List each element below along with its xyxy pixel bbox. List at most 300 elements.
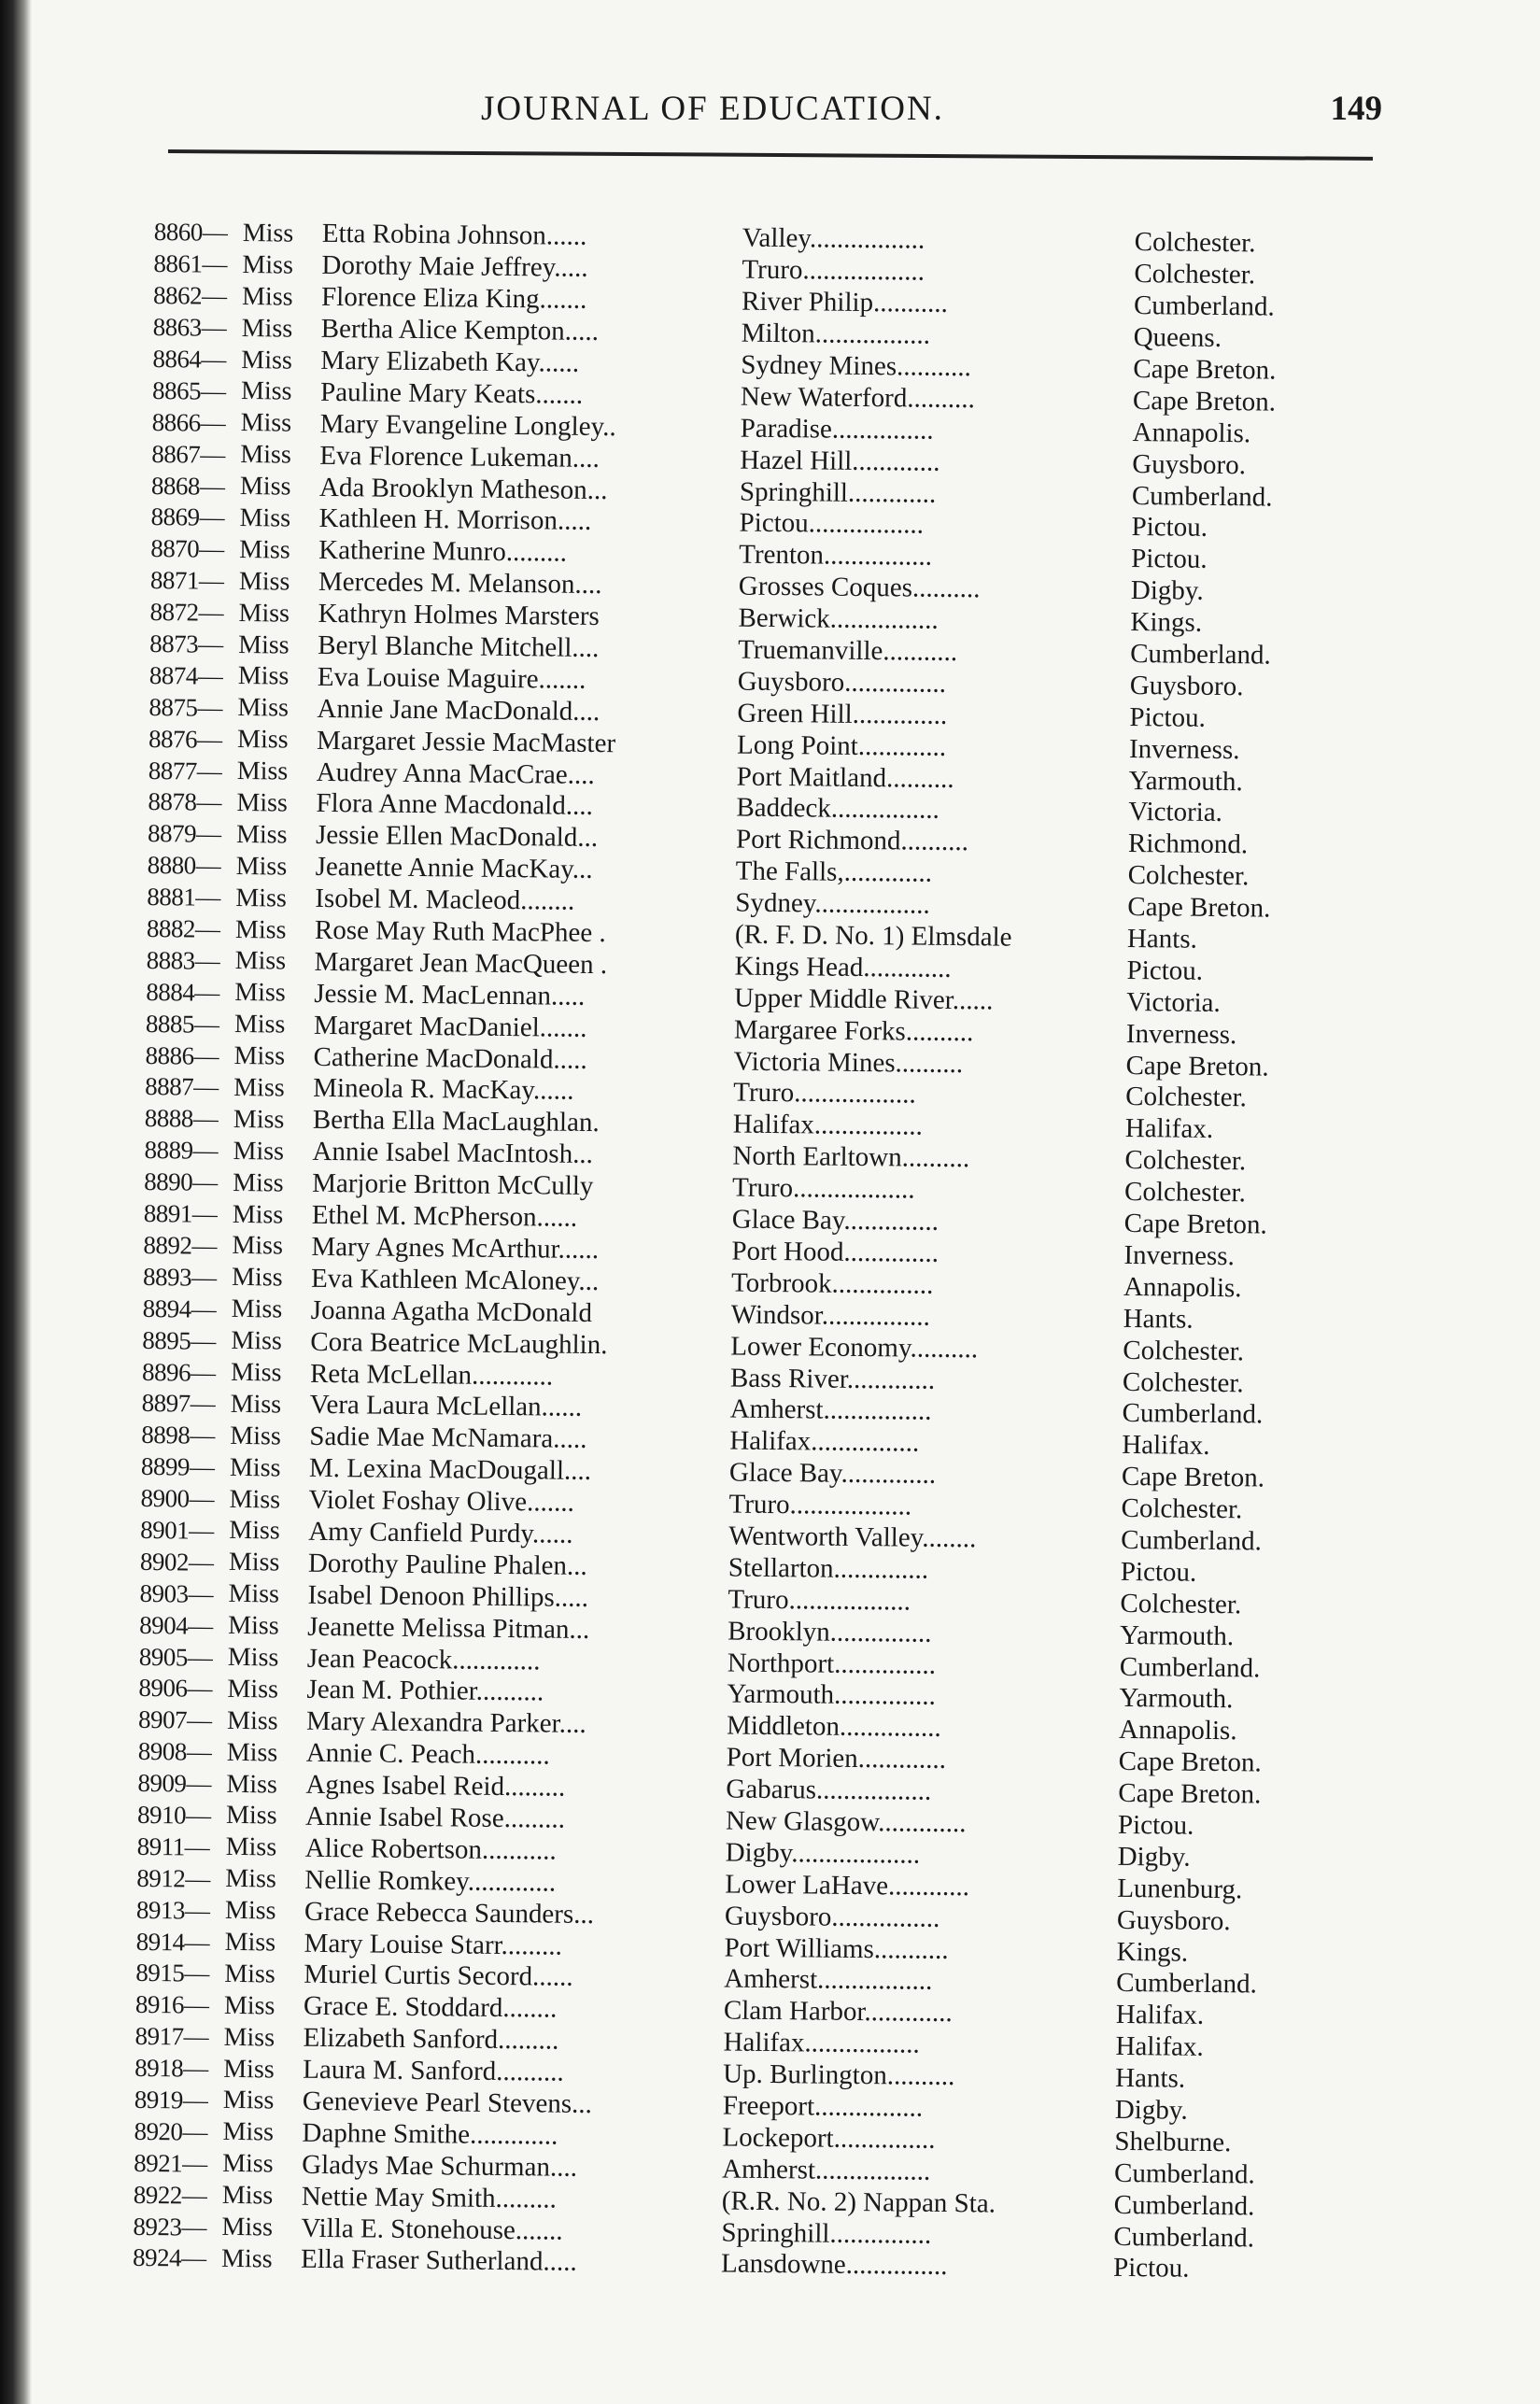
entry-name: Ada Brooklyn Matheson... (318, 472, 608, 505)
entry-number: 8890— (144, 1167, 218, 1196)
entry-name: Isabel Denoon Phillips..... (307, 1579, 589, 1613)
entry-county: Pictou. (1120, 1556, 1197, 1588)
entry-name: Jessie Ellen MacDonald... (315, 820, 599, 854)
entry-place: Lansdowne............... (720, 2248, 948, 2282)
entry-title: Miss (227, 1642, 279, 1673)
entry-county: Lunenburg. (1117, 1873, 1243, 1905)
entry-name: Mary Evangeline Longley.. (319, 408, 616, 442)
entry-name: Beryl Blanche Mitchell.... (318, 629, 600, 664)
entry-name: Mary Louise Starr......... (304, 1928, 563, 1961)
entry-county: Cape Breton. (1132, 385, 1277, 417)
entry-place: Paradise............... (740, 413, 934, 445)
entry-place: Port Williams........... (724, 1932, 949, 1965)
entry-number: 8916— (134, 1990, 209, 2020)
entry-title: Miss (224, 1959, 276, 1989)
entry-place: Guysboro................ (724, 1901, 940, 1933)
entry-name: Grace E. Stoddard........ (303, 1991, 558, 2024)
entry-name: Dorothy Pauline Phalen... (307, 1548, 587, 1581)
entry-name: Genevieve Pearl Stevens... (302, 2086, 593, 2120)
entry-number: 8866— (151, 407, 226, 437)
entry-title: Miss (220, 2243, 273, 2274)
entry-place: Torbrook............... (730, 1267, 934, 1300)
entry-number: 8873— (149, 629, 223, 658)
entry-name: Joanna Agatha McDonald (310, 1294, 593, 1328)
entry-number: 8876— (148, 724, 222, 754)
entry-number: 8915— (135, 1959, 209, 1988)
entry-title: Miss (239, 472, 291, 502)
entry-name: Jeanette Melissa Pitman... (307, 1611, 590, 1645)
entry-name: Laura M. Sanford.......... (303, 2054, 564, 2087)
entry-title: Miss (224, 1896, 276, 1926)
entry-number: 8909— (137, 1768, 212, 1798)
entry-place: Port Maitland.......... (736, 761, 954, 794)
entry-name: Jeanette Annie MacKay... (315, 852, 593, 885)
entry-number: 8864— (152, 344, 227, 374)
entry-title: Miss (222, 2117, 275, 2147)
entry-place: Halifax................ (732, 1109, 923, 1142)
entry-name: Elizabeth Sanford......... (303, 2022, 559, 2056)
entry-county: Hants. (1123, 1303, 1194, 1335)
entry-place: Truro.................. (742, 254, 925, 287)
entry-name: Violet Foshay Olive....... (308, 1484, 574, 1518)
entry-number: 8870— (150, 534, 224, 564)
entry-place: Truro.................. (733, 1078, 916, 1110)
entry-number: 8867— (151, 439, 225, 469)
entry-county: Annapolis. (1118, 1715, 1237, 1746)
entry-name: Eva Louise Maguire....... (317, 661, 586, 695)
entry-county: Cape Breton. (1118, 1777, 1262, 1810)
entry-title: Miss (230, 1389, 282, 1420)
entry-name: Kathleen H. Morrison..... (318, 503, 592, 537)
entry-title: Miss (231, 1263, 283, 1293)
entry-county: Digby. (1117, 1841, 1191, 1873)
entry-name: Villa E. Stonehouse....... (301, 2213, 563, 2246)
entry-number: 8863— (152, 313, 227, 342)
entry-county: Hants. (1126, 923, 1198, 955)
entry-name: Mercedes M. Melanson.... (318, 567, 602, 601)
entry-title: Miss (223, 2054, 275, 2085)
entry-title: Miss (229, 1484, 281, 1515)
entry-number: 8862— (152, 281, 227, 311)
page-number: 149 (1330, 90, 1382, 128)
entry-number: 8896— (141, 1357, 216, 1387)
entry-name: Amy Canfield Purdy...... (308, 1516, 573, 1549)
page-header (168, 89, 1382, 145)
entry-number: 8888— (144, 1104, 219, 1134)
header-rule (168, 149, 1373, 161)
entry-number: 8894— (142, 1294, 217, 1323)
entry-name: Alice Robertson........... (304, 1832, 557, 1866)
entry-place: Sydney................. (735, 887, 930, 920)
entry-number: 8869— (150, 502, 225, 532)
entry-county: Kings. (1130, 607, 1203, 638)
entry-title: Miss (239, 534, 290, 565)
entry-number: 8889— (144, 1136, 219, 1166)
entry-name: Annie Isabel MacIntosh... (312, 1137, 594, 1170)
entry-place: (R.R. No. 2) Nappan Sta. (721, 2185, 996, 2219)
entry-county: Pictou. (1131, 544, 1208, 575)
entry-county: Richmond. (1127, 828, 1249, 860)
entry-title: Miss (238, 629, 290, 660)
entry-place: Berwick................ (738, 602, 939, 635)
entry-place: Yarmouth............... (727, 1678, 937, 1712)
entry-title: Miss (223, 1990, 276, 2021)
entry-number: 8872— (149, 598, 224, 627)
entry-title: Miss (235, 819, 288, 850)
entry-number: 8860— (153, 218, 228, 247)
entry-county: Colchester. (1120, 1588, 1242, 1620)
entry-number: 8904— (139, 1610, 213, 1640)
entry-county: Guysboro. (1129, 670, 1244, 702)
entry-place: Springhill............. (739, 476, 937, 509)
entry-number: 8881— (147, 883, 221, 912)
entry-number: 8903— (139, 1578, 214, 1608)
entry-place: Port Hood.............. (731, 1236, 940, 1268)
entry-title: Miss (237, 661, 290, 691)
entry-county: Colchester. (1134, 259, 1256, 290)
entry-number: 8880— (147, 851, 221, 881)
entry-name: Katherine Munro......... (318, 535, 568, 568)
entry-name: Cora Beatrice McLaughlin. (310, 1326, 608, 1360)
entry-title: Miss (234, 914, 287, 945)
entry-number: 8910— (136, 1800, 211, 1830)
entry-county: Inverness. (1125, 1018, 1237, 1050)
entry-place: The Falls,............. (735, 856, 933, 889)
entry-county: Colchester. (1122, 1366, 1244, 1398)
entry-title: Miss (225, 1864, 276, 1894)
entry-number: 8879— (147, 819, 221, 849)
entry-county: Inverness. (1128, 733, 1240, 765)
entry-title: Miss (240, 440, 291, 470)
entry-place: Brooklyn............... (728, 1616, 932, 1648)
entry-county: Cape Breton. (1118, 1746, 1262, 1778)
entry-county: Cumberland. (1116, 1968, 1258, 2000)
entry-title: Miss (232, 1199, 284, 1230)
entry-county: Yarmouth. (1119, 1619, 1235, 1651)
entry-title: Miss (227, 1674, 279, 1704)
entry-place: Valley................. (742, 223, 925, 256)
entry-name: Grace Rebecca Saunders... (304, 1896, 595, 1930)
entry-name: Catherine MacDonald..... (313, 1041, 587, 1075)
entry-place: North Earltown.......... (732, 1140, 970, 1174)
entry-title: Miss (228, 1611, 279, 1641)
entry-name: Margaret Jean MacQueen . (314, 946, 608, 981)
entry-title: Miss (226, 1769, 278, 1800)
entry-name: Etta Robina Johnson...... (321, 219, 587, 252)
entry-place: Halifax................. (723, 2027, 920, 2059)
page-binding-edge (0, 0, 32, 2404)
entry-name: Mary Agnes McArthur...... (311, 1231, 600, 1265)
entry-name: Annie C. Peach........... (305, 1737, 550, 1771)
entry-county: Halifax. (1122, 1430, 1210, 1462)
entry-title: Miss (234, 946, 287, 976)
entry-number: 8918— (134, 2053, 208, 2083)
entry-title: Miss (242, 218, 294, 248)
entry-name: Annie Jane MacDonald.... (317, 693, 600, 727)
entry-place: Green Hill.............. (737, 698, 948, 730)
entry-county: Colchester. (1134, 227, 1256, 259)
entry-title: Miss (233, 1104, 285, 1135)
entry-name: Ella Fraser Sutherland..... (300, 2244, 577, 2278)
entry-county: Guysboro. (1116, 1904, 1231, 1936)
entry-county: Cape Breton. (1133, 353, 1277, 386)
entry-title: Miss (225, 1801, 277, 1831)
entry-number: 8924— (132, 2243, 206, 2273)
entry-number: 8907— (137, 1705, 212, 1735)
entry-title: Miss (241, 313, 293, 344)
entry-county: Inverness. (1123, 1239, 1235, 1272)
entry-place: Upper Middle River...... (734, 983, 994, 1016)
entry-county: Cumberland. (1113, 2189, 1255, 2222)
entry-place: Glace Bay.............. (728, 1457, 937, 1491)
entry-county: Cape Breton. (1127, 892, 1271, 924)
entry-place: River Philip........... (741, 286, 948, 319)
entry-name: Annie Isabel Rose......... (304, 1801, 566, 1834)
entry-title: Miss (228, 1548, 280, 1577)
entry-place: Windsor................ (730, 1299, 931, 1332)
entry-number: 8920— (134, 2116, 208, 2146)
entry-place: Digby................... (725, 1837, 921, 1870)
entry-place: Port Morien............. (726, 1742, 947, 1775)
entry-title: Miss (232, 1231, 284, 1261)
entry-title: Miss (228, 1579, 280, 1609)
entry-county: Kings. (1116, 1936, 1189, 1968)
entry-place: Clam Harbor............. (723, 1995, 953, 2029)
entry-title: Miss (231, 1326, 283, 1356)
entry-place: Lockeport............... (722, 2122, 936, 2155)
entry-title: Miss (240, 376, 292, 406)
entry-title: Miss (235, 883, 287, 913)
entry-title: Miss (242, 249, 294, 280)
teacher-list (133, 217, 1368, 2286)
entry-county: Pictou. (1131, 512, 1208, 544)
entry-number: 8878— (148, 787, 222, 817)
entry-title: Miss (236, 757, 289, 786)
entry-county: Hants. (1115, 2062, 1186, 2094)
entry-county: Digby. (1130, 575, 1204, 607)
entry-place: Long Point............. (736, 729, 947, 762)
entry-county: Halifax. (1115, 2000, 1205, 2031)
entry-place: Wentworth Valley........ (728, 1520, 977, 1554)
entry-name: Sadie Mae McNamara..... (309, 1421, 587, 1455)
entry-name: Mineola R. MacKay...... (313, 1073, 574, 1107)
entry-title: Miss (225, 1832, 277, 1862)
entry-title: Miss (235, 851, 288, 882)
entry-number: 8906— (138, 1674, 213, 1704)
entry-number: 8908— (137, 1737, 212, 1766)
entry-place: Truro.................. (728, 1584, 911, 1617)
entry-place: Freeport................ (722, 2090, 924, 2123)
entry-place: Gabarus................. (726, 1774, 932, 1806)
entry-title: Miss (239, 502, 291, 533)
entry-title: Miss (233, 1136, 285, 1167)
entry-place: Kings Head............. (734, 951, 952, 983)
entry-county: Yarmouth. (1128, 765, 1243, 797)
entry-name: Rose May Ruth MacPhee . (314, 914, 606, 949)
entry-title: Miss (233, 1167, 284, 1198)
entry-county: Victoria. (1128, 797, 1223, 828)
entry-county: Cumberland. (1131, 480, 1273, 513)
entry-county: Cumberland. (1119, 1651, 1261, 1684)
entry-name: Jessie M. MacLennan..... (314, 978, 586, 1011)
entry-county: Yarmouth. (1119, 1683, 1234, 1715)
entry-county: Shelburne. (1114, 2126, 1232, 2158)
entry-place: Sydney Mines........... (741, 349, 972, 383)
entry-place: Stellarton.............. (728, 1552, 929, 1585)
entry-number: 8895— (142, 1325, 217, 1355)
entry-county: Colchester. (1123, 1177, 1246, 1209)
entry-place: Truemanville........... (738, 634, 958, 668)
entry-county: Colchester. (1121, 1492, 1243, 1525)
entry-county: Pictou. (1112, 2253, 1190, 2284)
entry-place: Truro.................. (728, 1489, 912, 1521)
entry-title: Miss (231, 1294, 283, 1324)
entry-number: 8892— (143, 1230, 218, 1260)
entry-name: Pauline Mary Keats....... (319, 376, 584, 410)
entry-number: 8923— (133, 2212, 207, 2241)
entry-county: Cape Breton. (1123, 1208, 1267, 1240)
entry-number: 8921— (134, 2148, 207, 2178)
entry-county: Colchester. (1127, 860, 1250, 892)
entry-number: 8901— (140, 1515, 214, 1545)
entry-place: Halifax................ (729, 1425, 920, 1458)
entry-number: 8875— (148, 692, 223, 722)
entry-title: Miss (221, 2212, 274, 2242)
entry-name: Daphne Smithe............. (302, 2117, 558, 2151)
entry-name: Margaret Jessie MacMaster (316, 725, 616, 758)
entry-place: Milton................. (741, 318, 931, 350)
entry-county: Cumberland. (1129, 638, 1271, 671)
entry-name: Eva Kathleen McAloney... (310, 1263, 600, 1296)
entry-county: Victoria. (1126, 986, 1221, 1018)
entry-number: 8913— (135, 1895, 210, 1925)
entry-county: Annapolis. (1123, 1271, 1242, 1304)
entry-county: Cape Breton. (1125, 1050, 1269, 1082)
entry-number: 8912— (136, 1863, 211, 1893)
entry-number: 8886— (145, 1040, 219, 1070)
entry-number: 8900— (140, 1483, 215, 1513)
entry-title: Miss (226, 1737, 278, 1768)
entry-name: M. Lexina MacDougall.... (308, 1452, 592, 1487)
entry-number: 8919— (134, 2085, 208, 2114)
entry-number: 8917— (134, 2022, 209, 2051)
entry-county: Pictou. (1117, 1809, 1194, 1841)
entry-name: Marjorie Britton McCully (312, 1167, 594, 1202)
journal-title: JOURNAL OF EDUCATION. (481, 90, 944, 128)
entry-number: 8868— (150, 471, 225, 501)
entry-county: Colchester. (1123, 1335, 1245, 1366)
entry-county: Pictou. (1126, 955, 1204, 986)
entry-number: 8861— (153, 249, 228, 279)
entry-name: Jean M. Pothier.......... (306, 1675, 544, 1707)
entry-place: New Waterford.......... (740, 381, 975, 415)
entry-number: 8899— (140, 1452, 215, 1481)
entry-county: Guysboro. (1132, 448, 1247, 480)
entry-name: Margaret MacDaniel....... (313, 1010, 587, 1043)
entry-name: Agnes Isabel Reid......... (305, 1769, 566, 1803)
entry-name: Reta McLellan............ (309, 1358, 554, 1392)
entry-county: Halifax. (1115, 2031, 1204, 2063)
entry-name: Ethel M. McPherson...... (311, 1199, 578, 1233)
entry-place: New Glasgow............. (725, 1805, 967, 1839)
entry-number: 8914— (135, 1927, 210, 1957)
entry-number: 8897— (141, 1389, 216, 1419)
entry-number: 8893— (142, 1262, 217, 1292)
entry-number: 8905— (138, 1642, 213, 1672)
entry-name: Florence Eliza King....... (320, 282, 587, 316)
entry-name: Mary Alexandra Parker.... (305, 1706, 586, 1740)
entry-title: Miss (233, 1072, 285, 1103)
entry-name: Mary Elizabeth Kay...... (320, 345, 580, 378)
entry-name: Muriel Curtis Secord...... (304, 1959, 573, 1993)
entry-place: Trenton................ (739, 539, 933, 573)
entry-title: Miss (226, 1705, 278, 1736)
entry-title: Miss (221, 2181, 274, 2211)
entry-number: 8898— (141, 1421, 215, 1450)
entry-county: Annapolis. (1132, 417, 1251, 449)
entry-county: Cumberland. (1121, 1524, 1262, 1557)
entry-name: Nellie Romkey............. (304, 1864, 557, 1898)
entry-number: 8885— (145, 1009, 219, 1039)
entry-title: Miss (233, 1041, 286, 1071)
entry-county: Queens. (1133, 322, 1222, 354)
entry-county: Digby. (1114, 2094, 1188, 2126)
entry-place: Middleton............... (726, 1710, 941, 1744)
entry-name: Audrey Anna MacCrae.... (316, 757, 595, 790)
entry-title: Miss (236, 725, 289, 755)
entry-number: 8884— (146, 977, 219, 1007)
entry-place: Lower Economy.......... (730, 1331, 979, 1364)
entry-name: Bertha Alice Kempton..... (320, 313, 600, 347)
entry-title: Miss (224, 1927, 276, 1958)
entry-place: Amherst................. (724, 1963, 933, 1997)
entry-name: Isobel M. Macleod........ (315, 883, 575, 916)
entry-number: 8877— (148, 756, 222, 785)
entry-county: Cumberland. (1133, 290, 1275, 322)
entry-title: Miss (229, 1516, 280, 1546)
entry-place: Glace Bay.............. (731, 1204, 940, 1237)
entry-place: Up. Burlington.......... (723, 2058, 955, 2092)
entry-title: Miss (223, 2022, 276, 2053)
entry-number: 8891— (143, 1198, 218, 1228)
entry-place: Port Richmond.......... (735, 824, 969, 857)
entry-county: Cumberland. (1122, 1398, 1264, 1430)
entry-title: Miss (236, 787, 289, 818)
entry-county: Colchester. (1125, 1082, 1248, 1113)
entry-county: Cumberland. (1113, 2221, 1255, 2254)
entry-place: Springhill............... (721, 2217, 932, 2250)
entry-name: Dorothy Maie Jeffrey..... (321, 250, 588, 284)
entry-title: Miss (241, 345, 293, 375)
entry-place: Northport............... (727, 1647, 937, 1680)
entry-place: Baddeck................ (736, 793, 940, 826)
entry-name: Jean Peacock............. (306, 1643, 541, 1676)
entry-place: Margaree Forks.......... (733, 1014, 974, 1047)
entry-county: Pictou. (1129, 701, 1206, 733)
entry-name: Nettie May Smith......... (301, 2181, 558, 2214)
entry-place: Pictou................. (739, 508, 925, 541)
entry-name: Bertha Ella MacLaughlan. (312, 1105, 600, 1138)
entry-place: Hazel Hill............. (740, 445, 940, 477)
entry-title: Miss (230, 1421, 281, 1451)
entry-place: Amherst................. (721, 2154, 931, 2186)
entry-name: Gladys Mae Schurman.... (302, 2149, 578, 2183)
entry-number: 8871— (149, 566, 224, 596)
entry-name: Eva Florence Lukeman.... (319, 440, 600, 474)
entry-number: 8865— (151, 375, 226, 405)
entry-number: 8911— (136, 1831, 210, 1861)
entry-place: Victoria Mines.......... (733, 1046, 964, 1079)
